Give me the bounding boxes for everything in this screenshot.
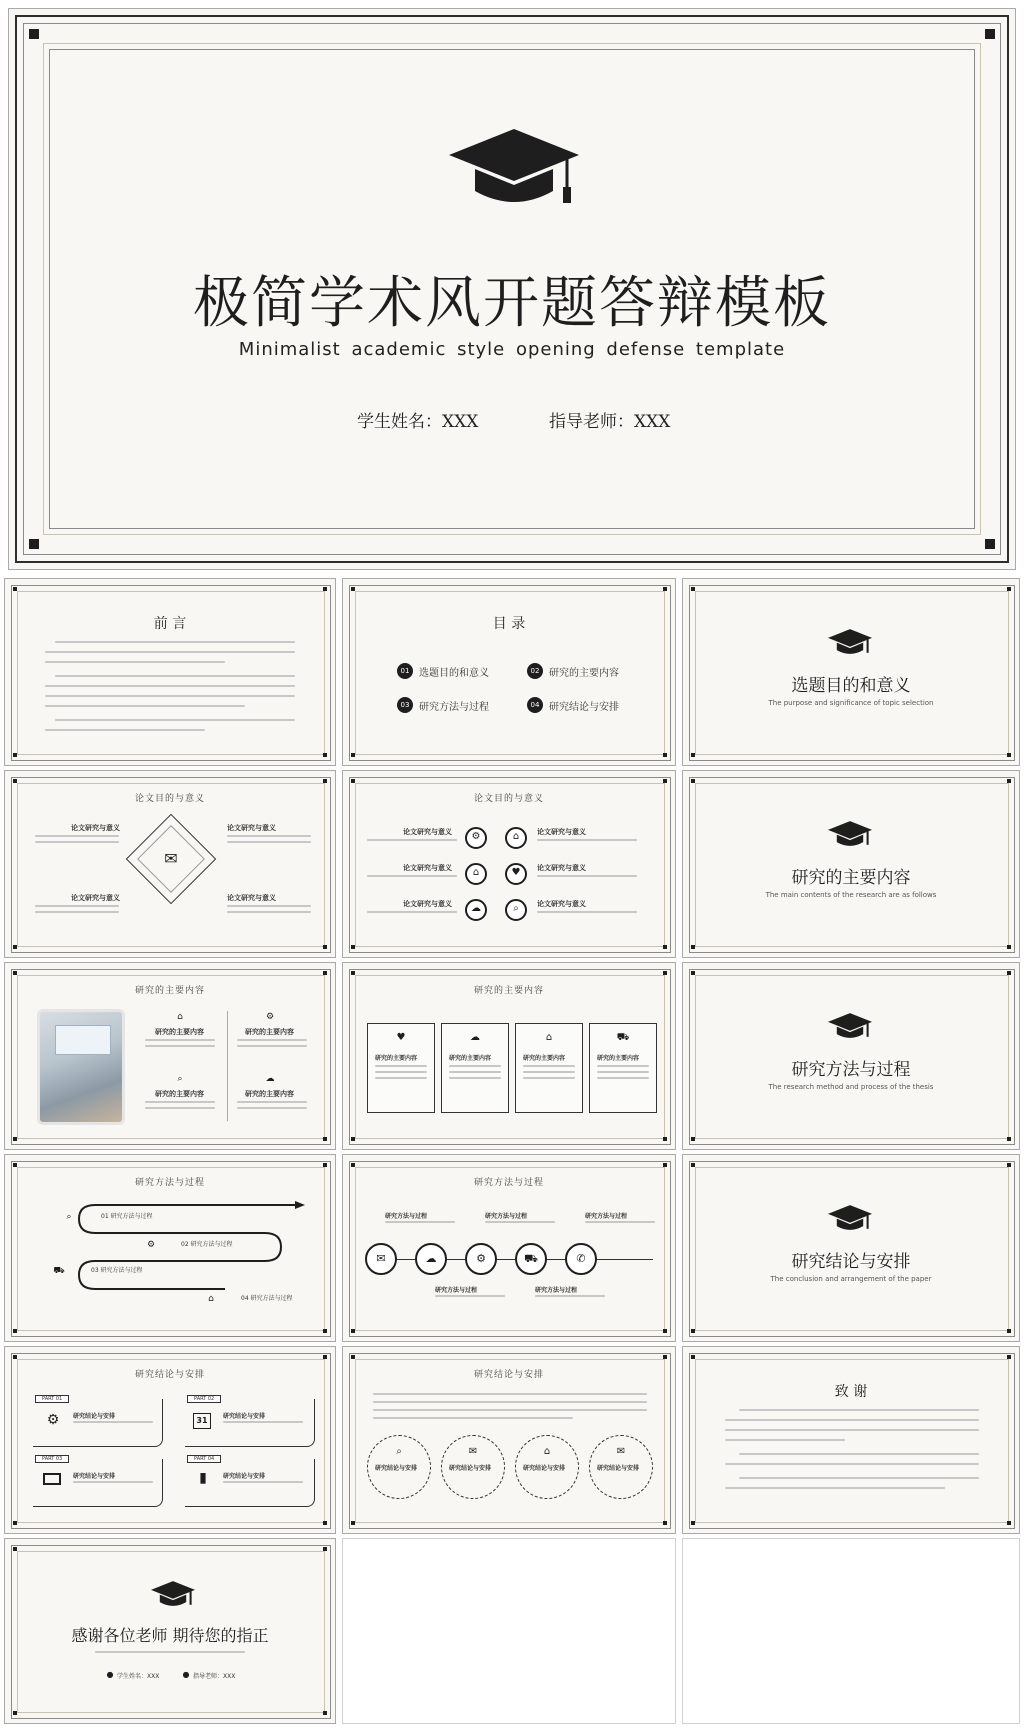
text-line [35,905,119,907]
timeline-axis [367,1259,653,1260]
timeline-item: 研究方法与过程 [435,1287,478,1294]
content-item: 研究的主要内容 [245,1028,294,1036]
corner-ornament [323,1711,327,1715]
corner-ornament [13,945,17,949]
text-line [375,1065,427,1067]
chat-icon: ✆ [576,1252,586,1265]
process-step: 02 研究方法与过程 [181,1241,233,1248]
text-line [449,1077,501,1079]
text-line [597,1071,649,1073]
thumb-section-3[interactable] [682,962,1020,1150]
section-title: 研究的主要内容 [791,868,911,888]
corner-ornament [351,945,355,949]
thumb-toc[interactable] [342,578,676,766]
text-line [35,835,119,837]
graduation-cap-icon [828,1013,872,1041]
text-line [45,729,205,731]
text-line [35,911,119,913]
text-line [739,1409,979,1411]
text-line [55,675,295,677]
text-line [537,911,637,913]
text-line [227,841,311,843]
text-line [145,1101,215,1103]
graduation-cap-icon [828,629,872,657]
section-title: 选题目的和意义 [791,676,911,696]
meaning-item: 论文研究与意义 [403,864,452,872]
corner-ornament [663,1355,667,1359]
search-icon: ⌕ [177,1074,183,1084]
corner-ornament [1007,753,1011,757]
thumb-content-a[interactable] [4,962,336,1150]
corner-ornament [663,971,667,975]
thumb-plan-a[interactable] [4,1346,336,1534]
text-line [523,1071,575,1073]
meaning-item: 论文研究与意义 [403,828,452,836]
toc-number: 03 [397,697,413,713]
meaning-item: 论文研究与意义 [537,900,586,908]
corner-ornament [323,1355,327,1359]
corner-ornament [663,779,667,783]
part-tag: PART 01 [35,1395,69,1403]
timeline-item: 研究方法与过程 [535,1287,578,1294]
text-line [373,1409,647,1411]
corner-ornament [351,753,355,757]
thumb-title: 研究方法与过程 [134,1178,205,1188]
corner-ornament [691,1163,695,1167]
thumb-preface[interactable] [4,578,336,766]
graduation-cap-icon [828,1205,872,1233]
toc-number: 02 [527,663,543,679]
content-item: 研究的主要内容 [597,1055,640,1062]
empty-slot [682,1538,1020,1724]
plan-item: 研究结论与安排 [523,1465,566,1472]
corner-ornament [323,587,327,591]
calendar-icon: 31 [193,1413,211,1429]
meaning-item: 论文研究与意义 [227,894,276,902]
corner-ornament [691,1137,695,1141]
meaning-item: 论文研究与意义 [537,864,586,872]
corner-ornament [323,1521,327,1525]
text-line [73,1481,153,1483]
process-step: 04 研究方法与过程 [241,1295,293,1302]
thumb-method-a[interactable] [4,1154,336,1342]
thumb-title: 论文目的与意义 [473,794,544,804]
corner-ornament [351,1163,355,1167]
thumb-method-b[interactable] [342,1154,676,1342]
content-item: 研究的主要内容 [245,1090,294,1098]
text-line [725,1463,979,1465]
content-item: 研究的主要内容 [155,1090,204,1098]
content-item: 研究的主要内容 [523,1055,566,1062]
plan-item: 研究结论与安排 [597,1465,640,1472]
corner-ornament [323,1163,327,1167]
section-title: 研究结论与安排 [791,1252,911,1272]
text-line [45,695,295,697]
toc-item[interactable]: 研究方法与过程 [419,702,489,713]
gear-icon: ⚙ [471,831,481,842]
cart-icon: ⛟ [53,1266,65,1276]
text-line [227,835,311,837]
corner-ornament [351,587,355,591]
text-line [145,1045,215,1047]
divider [227,1011,228,1121]
graduation-cap-icon [151,1581,195,1609]
corner-ornament [663,1163,667,1167]
content-item: 研究的主要内容 [449,1055,492,1062]
corner-ornament [351,779,355,783]
corner-ornament [663,587,667,591]
text-line [45,685,295,687]
text-line [367,911,457,913]
text-line [449,1065,501,1067]
corner-ornament [663,945,667,949]
text-line [449,1071,501,1073]
corner-ornament [323,753,327,757]
envelope-icon: ✉ [468,1446,478,1457]
corner-ornament [985,29,995,39]
text-line [485,1221,555,1223]
text-line [375,1071,427,1073]
corner-ornament [663,1137,667,1141]
corner-ornament [691,753,695,757]
text-line [145,1039,215,1041]
text-line [45,661,225,663]
text-line [223,1421,303,1423]
text-line [725,1487,945,1489]
text-line [73,1421,153,1423]
section-subtitle: The purpose and significance of topic selection [768,699,934,707]
corner-ornament [13,587,17,591]
text-line [597,1065,649,1067]
corner-ornament [1007,587,1011,591]
text-line [367,875,457,877]
text-line [35,841,119,843]
thumb-title: 研究结论与安排 [134,1370,205,1380]
corner-ornament [13,971,17,975]
thumb-title: 前 言 [153,616,187,632]
text-line [373,1417,573,1419]
meaning-item: 论文研究与意义 [227,824,276,832]
timeline-item: 研究方法与过程 [585,1213,628,1220]
text-line [585,1221,655,1223]
corner-ornament [13,1711,17,1715]
corner-ornament [13,1137,17,1141]
cloud-icon: ☁ [470,1032,480,1043]
text-line [237,1101,307,1103]
thumb-meaning-b[interactable] [342,770,676,958]
thumb-title: 致 谢 [834,1384,868,1400]
section-subtitle: The main contents of the research are as follows [765,891,937,899]
toc-item[interactable]: 研究的主要内容 [549,668,619,679]
corner-ornament [1007,971,1011,975]
search-icon: ⌕ [66,1212,72,1222]
corner-ornament [1007,1521,1011,1525]
text-line [739,1453,979,1455]
text-line [375,1077,427,1079]
text-line [45,651,295,653]
text-line [725,1439,845,1441]
bank-icon: ⌂ [177,1012,183,1022]
search-icon: ⌕ [396,1446,402,1457]
meaning-item: 论文研究与意义 [71,894,120,902]
chart-icon: ⚙ [46,1412,60,1428]
cart-icon: ⛟ [616,1032,630,1043]
corner-ornament [29,29,39,39]
person-icon: ● [106,1670,114,1679]
thumb-plan-b[interactable] [342,1346,676,1534]
hero-slide[interactable] [8,8,1016,570]
text-line [373,1401,647,1403]
corner-ornament [691,1521,695,1525]
process-step: 03 研究方法与过程 [91,1267,143,1274]
corner-ornament [663,1329,667,1333]
text-line [537,875,637,877]
cart-icon: ⛟ [524,1252,538,1265]
search-icon: ⌕ [513,903,519,914]
corner-ornament [985,539,995,549]
thumb-section-1[interactable] [682,578,1020,766]
thumb-content-b[interactable] [342,962,676,1150]
thumb-section-4[interactable] [682,1154,1020,1342]
toc-item[interactable]: 选题目的和意义 [419,668,489,679]
section-title: 研究方法与过程 [791,1060,911,1080]
corner-ornament [691,587,695,591]
corner-ornament [13,1547,17,1551]
text-line [237,1039,307,1041]
corner-ornament [13,753,17,757]
gear-icon: ⚙ [476,1252,486,1265]
chart-icon: ▮ [199,1470,207,1486]
home-icon: ⌂ [543,1446,551,1457]
gear-icon: ⚙ [146,1240,156,1250]
text-line [367,839,457,841]
corner-ornament [351,1355,355,1359]
heart-icon: ♥ [396,1032,406,1043]
heart-icon: ♥ [511,867,521,878]
thumb-title: 目 录 [492,616,526,632]
empty-slot [342,1538,676,1724]
text-line [385,1221,455,1223]
closing-title: 感谢各位老师 期待您的指正 [71,1626,269,1645]
tablet-chart [55,1025,111,1055]
monitor-icon [43,1473,61,1485]
thumb-section-2[interactable] [682,770,1020,958]
corner-ornament [1007,1329,1011,1333]
text-line [523,1065,575,1067]
graduation-cap-icon [449,129,579,211]
cloud-icon: ☁ [265,1074,275,1084]
text-line [523,1077,575,1079]
corner-ornament [663,1521,667,1525]
text-line [145,1107,215,1109]
corner-ornament [13,779,17,783]
plan-item: 研究结论与安排 [73,1473,116,1480]
text-line [223,1481,303,1483]
text-line [435,1295,505,1297]
corner-ornament [351,971,355,975]
corner-ornament [691,1355,695,1359]
plan-item: 研究结论与安排 [375,1465,418,1472]
hero-title: 极简学术风开题答辩模板 [193,271,831,336]
corner-ornament [1007,1163,1011,1167]
corner-ornament [323,1329,327,1333]
bank-icon: ⌂ [208,1294,214,1304]
closing-student: 学生姓名：XXX [117,1673,160,1680]
thumb-closing[interactable] [4,1538,336,1724]
plan-item: 研究结论与安排 [73,1413,116,1420]
section-subtitle: The conclusion and arrangement of the paper [770,1275,932,1283]
part-tag: PART 04 [187,1455,221,1463]
corner-ornament [691,945,695,949]
student-name: 学生姓名：XXX [357,412,479,432]
corner-ornament [323,971,327,975]
bank-icon: ⌂ [512,831,520,842]
part-tag: PART 03 [35,1455,69,1463]
timeline-item: 研究方法与过程 [385,1213,428,1220]
toc-item[interactable]: 研究结论与安排 [549,702,619,713]
corner-ornament [351,1521,355,1525]
thumb-title: 研究的主要内容 [134,986,205,996]
corner-ornament [1007,1355,1011,1359]
corner-ornament [351,1137,355,1141]
toc-number: 01 [397,663,413,679]
envelope-icon: ✉ [164,849,178,868]
thumb-title: 论文目的与意义 [134,794,205,804]
corner-ornament [323,945,327,949]
thumb-title: 研究结论与安排 [473,1370,544,1380]
text-line [739,1477,979,1479]
corner-ornament [13,1521,17,1525]
meaning-item: 论文研究与意义 [71,824,120,832]
content-item: 研究的主要内容 [375,1055,418,1062]
text-line [227,911,311,913]
corner-ornament [323,779,327,783]
corner-ornament [351,1329,355,1333]
part-tag: PART 02 [187,1395,221,1403]
thumb-meaning-a[interactable] [4,770,336,958]
text-line [237,1107,307,1109]
toc-number: 04 [527,697,543,713]
plan-item: 研究结论与安排 [223,1413,266,1420]
teacher-name: 指导老师：XXX [549,412,671,432]
corner-ornament [13,1355,17,1359]
cloud-icon: ☁ [471,903,481,914]
corner-ornament [691,779,695,783]
graduation-cap-icon [828,821,872,849]
bank-icon: ⌂ [545,1032,553,1043]
corner-ornament [1007,779,1011,783]
timeline-item: 研究方法与过程 [485,1213,528,1220]
meaning-item: 论文研究与意义 [537,828,586,836]
text-line [227,905,311,907]
plan-item: 研究结论与安排 [223,1473,266,1480]
home-icon: ⌂ [472,867,480,878]
process-step: 01 研究方法与过程 [101,1213,153,1220]
corner-ornament [691,971,695,975]
text-line [725,1429,979,1431]
meaning-item: 论文研究与意义 [403,900,452,908]
thumb-title: 研究方法与过程 [473,1178,544,1188]
text-line [55,641,295,643]
envelope-icon: ✉ [376,1252,386,1265]
hero-subtitle: Minimalist academic style opening defense template [238,339,786,360]
corner-ornament [13,1163,17,1167]
text-line [237,1045,307,1047]
corner-ornament [1007,1137,1011,1141]
corner-ornament [13,1329,17,1333]
text-line [55,719,295,721]
thumb-frame-inner [355,1167,665,1331]
text-line [725,1419,979,1421]
plan-item: 研究结论与安排 [449,1465,492,1472]
corner-ornament [691,1329,695,1333]
corner-ornament [323,1137,327,1141]
thumb-thanks[interactable] [682,1346,1020,1534]
closing-teacher: 指导老师：XXX [193,1673,236,1680]
text-line [537,839,637,841]
corner-ornament [663,753,667,757]
corner-ornament [323,1547,327,1551]
text-line [535,1295,605,1297]
thumb-title: 研究的主要内容 [473,986,544,996]
gear-icon: ⚙ [265,1012,275,1022]
cloud-icon: ☁ [425,1252,437,1265]
section-subtitle: The research method and process of the thesis [768,1083,934,1091]
corner-ornament [1007,945,1011,949]
envelope-icon: ✉ [616,1446,626,1457]
person-icon: ● [182,1670,190,1679]
text-line [95,1651,245,1653]
text-line [45,705,245,707]
content-item: 研究的主要内容 [155,1028,204,1036]
text-line [597,1077,649,1079]
corner-ornament [29,539,39,549]
text-line [373,1393,647,1395]
